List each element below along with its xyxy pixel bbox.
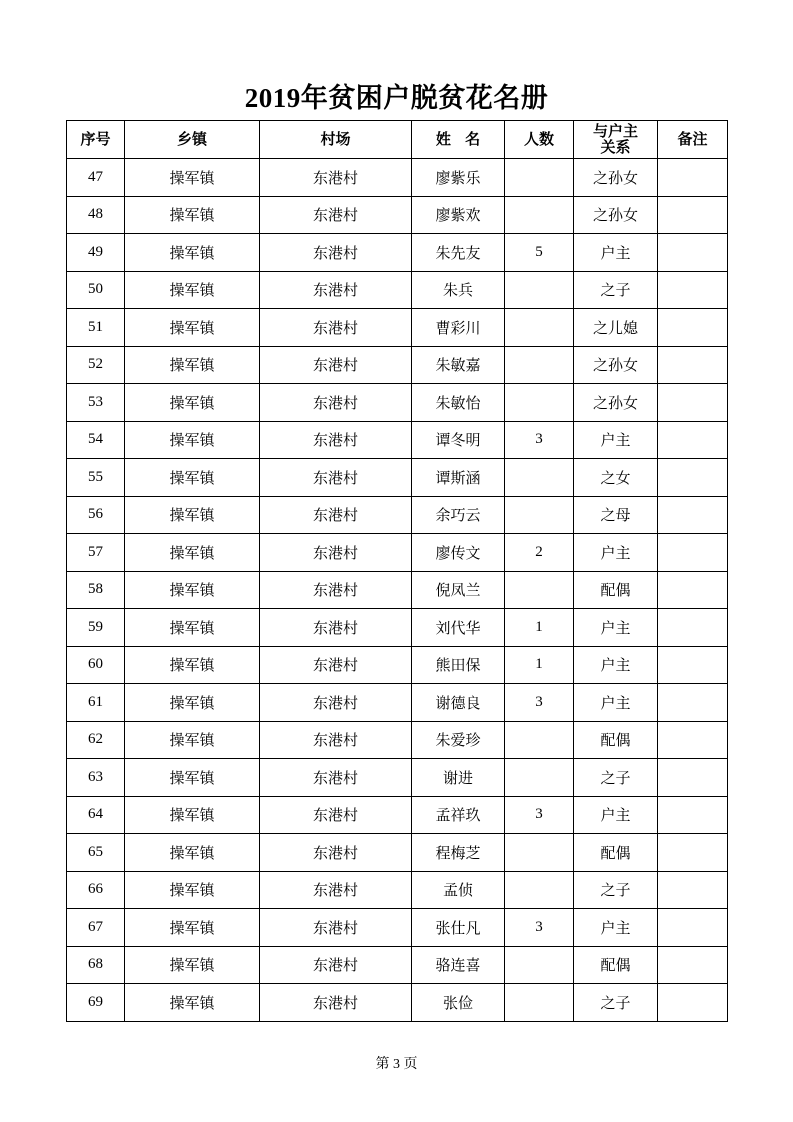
table-row (67, 646, 728, 684)
header-village: 村场 (260, 121, 412, 159)
page-number: 第 3 页 (375, 1057, 418, 1072)
cell-village: 东港村 (260, 159, 412, 197)
cell-count: 3 (505, 421, 574, 459)
cell-remark (658, 159, 728, 197)
cell-name: 孟侦 (412, 871, 505, 909)
cell-remark (658, 571, 728, 609)
cell-count (505, 834, 574, 872)
cell-count (505, 496, 574, 534)
table-row (67, 309, 728, 347)
cell-village: 东港村 (260, 646, 412, 684)
cell-name: 刘代华 (412, 609, 505, 647)
cell-village: 东港村 (260, 496, 412, 534)
cell-remark (658, 609, 728, 647)
cell-relation: 户主 (574, 421, 658, 459)
cell-town: 操军镇 (125, 759, 260, 797)
cell-remark (658, 684, 728, 722)
header-relation-line2: 关系 (600, 138, 631, 156)
cell-seq: 48 (67, 196, 125, 234)
cell-count (505, 871, 574, 909)
cell-seq: 58 (67, 571, 125, 609)
cell-relation: 之母 (574, 496, 658, 534)
cell-count (505, 159, 574, 197)
cell-town: 操军镇 (125, 984, 260, 1022)
cell-seq: 47 (67, 159, 125, 197)
cell-town: 操军镇 (125, 534, 260, 572)
cell-remark (658, 946, 728, 984)
cell-relation: 之子 (574, 271, 658, 309)
cell-relation: 户主 (574, 684, 658, 722)
cell-name: 熊田保 (412, 646, 505, 684)
cell-remark (658, 234, 728, 272)
cell-village: 东港村 (260, 309, 412, 347)
table-row (67, 346, 728, 384)
cell-seq: 49 (67, 234, 125, 272)
cell-seq: 68 (67, 946, 125, 984)
cell-seq: 63 (67, 759, 125, 797)
header-town: 乡镇 (125, 121, 260, 159)
table-row (67, 534, 728, 572)
cell-count: 3 (505, 796, 574, 834)
table-row (67, 909, 728, 947)
table-row (67, 834, 728, 872)
cell-remark (658, 421, 728, 459)
cell-village: 东港村 (260, 684, 412, 722)
header-relation-line1: 与户主 (592, 122, 638, 140)
cell-relation: 户主 (574, 909, 658, 947)
cell-count (505, 946, 574, 984)
cell-name: 谭冬明 (412, 421, 505, 459)
cell-name: 廖紫乐 (412, 159, 505, 197)
table-row (67, 459, 728, 497)
cell-remark (658, 346, 728, 384)
cell-village: 东港村 (260, 234, 412, 272)
cell-village: 东港村 (260, 384, 412, 422)
cell-relation: 之子 (574, 984, 658, 1022)
cell-relation: 户主 (574, 609, 658, 647)
header-relation (574, 121, 658, 159)
cell-village: 东港村 (260, 421, 412, 459)
cell-relation: 户主 (574, 534, 658, 572)
header-name (412, 121, 505, 159)
cell-count (505, 309, 574, 347)
table-row (67, 759, 728, 797)
cell-town: 操军镇 (125, 571, 260, 609)
cell-relation: 之子 (574, 759, 658, 797)
cell-relation: 之孙女 (574, 159, 658, 197)
cell-town: 操军镇 (125, 271, 260, 309)
cell-relation: 之孙女 (574, 384, 658, 422)
cell-seq: 52 (67, 346, 125, 384)
cell-remark (658, 909, 728, 947)
cell-relation: 户主 (574, 796, 658, 834)
cell-relation: 户主 (574, 646, 658, 684)
cell-seq: 54 (67, 421, 125, 459)
cell-town: 操军镇 (125, 421, 260, 459)
cell-village: 东港村 (260, 759, 412, 797)
cell-village: 东港村 (260, 984, 412, 1022)
cell-relation: 之儿媳 (574, 309, 658, 347)
cell-relation: 配偶 (574, 721, 658, 759)
cell-seq: 50 (67, 271, 125, 309)
cell-remark (658, 721, 728, 759)
cell-relation: 之孙女 (574, 196, 658, 234)
header-remark: 备注 (658, 121, 728, 159)
cell-count: 2 (505, 534, 574, 572)
cell-seq: 56 (67, 496, 125, 534)
cell-seq: 62 (67, 721, 125, 759)
cell-remark (658, 534, 728, 572)
table-row (67, 159, 728, 197)
cell-village: 东港村 (260, 571, 412, 609)
cell-count (505, 759, 574, 797)
cell-town: 操军镇 (125, 646, 260, 684)
cell-seq: 53 (67, 384, 125, 422)
cell-village: 东港村 (260, 196, 412, 234)
cell-remark (658, 496, 728, 534)
cell-remark (658, 984, 728, 1022)
cell-count (505, 271, 574, 309)
table-row (67, 946, 728, 984)
cell-seq: 55 (67, 459, 125, 497)
cell-remark (658, 834, 728, 872)
table-row (67, 871, 728, 909)
cell-name: 廖传文 (412, 534, 505, 572)
cell-name: 倪凤兰 (412, 571, 505, 609)
cell-name: 朱先友 (412, 234, 505, 272)
cell-village: 东港村 (260, 796, 412, 834)
header-count: 人数 (505, 121, 574, 159)
cell-town: 操军镇 (125, 309, 260, 347)
cell-relation: 配偶 (574, 571, 658, 609)
header-name-label: 姓 名 (435, 130, 481, 148)
cell-relation: 户主 (574, 234, 658, 272)
header-row (67, 121, 728, 159)
document-title: 2019年贫困户脱贫花名册 (244, 83, 549, 113)
cell-seq: 60 (67, 646, 125, 684)
cell-village: 东港村 (260, 271, 412, 309)
cell-remark (658, 459, 728, 497)
table-row (67, 684, 728, 722)
cell-town: 操军镇 (125, 384, 260, 422)
table-row (67, 571, 728, 609)
header-seq: 序号 (67, 121, 125, 159)
cell-remark (658, 196, 728, 234)
cell-village: 东港村 (260, 721, 412, 759)
cell-town: 操军镇 (125, 909, 260, 947)
cell-town: 操军镇 (125, 496, 260, 534)
cell-village: 东港村 (260, 609, 412, 647)
cell-village: 东港村 (260, 534, 412, 572)
cell-town: 操军镇 (125, 684, 260, 722)
cell-remark (658, 871, 728, 909)
cell-town: 操军镇 (125, 196, 260, 234)
table-row (67, 609, 728, 647)
cell-name: 张仕凡 (412, 909, 505, 947)
cell-name: 朱敏怡 (412, 384, 505, 422)
cell-town: 操军镇 (125, 871, 260, 909)
cell-name: 谢德良 (412, 684, 505, 722)
cell-town: 操军镇 (125, 609, 260, 647)
cell-relation: 之子 (574, 871, 658, 909)
cell-count (505, 384, 574, 422)
table-body (67, 159, 728, 1022)
cell-remark (658, 384, 728, 422)
cell-village: 东港村 (260, 834, 412, 872)
table-header (67, 121, 728, 159)
cell-relation: 之女 (574, 459, 658, 497)
cell-name: 廖紫欢 (412, 196, 505, 234)
cell-count (505, 459, 574, 497)
cell-remark (658, 796, 728, 834)
cell-town: 操军镇 (125, 834, 260, 872)
table-row (67, 984, 728, 1022)
cell-remark (658, 271, 728, 309)
table-row (67, 796, 728, 834)
cell-name: 曹彩川 (412, 309, 505, 347)
cell-count: 3 (505, 684, 574, 722)
cell-village: 东港村 (260, 909, 412, 947)
cell-town: 操军镇 (125, 234, 260, 272)
cell-town: 操军镇 (125, 346, 260, 384)
cell-name: 程梅芝 (412, 834, 505, 872)
cell-count (505, 571, 574, 609)
table-row (67, 721, 728, 759)
roster-table (66, 120, 728, 1022)
cell-name: 朱敏嘉 (412, 346, 505, 384)
table-row (67, 271, 728, 309)
cell-name: 余巧云 (412, 496, 505, 534)
cell-remark (658, 309, 728, 347)
cell-name: 谭斯涵 (412, 459, 505, 497)
cell-count: 1 (505, 646, 574, 684)
cell-town: 操军镇 (125, 796, 260, 834)
table-row (67, 384, 728, 422)
cell-relation: 之孙女 (574, 346, 658, 384)
cell-village: 东港村 (260, 946, 412, 984)
cell-remark (658, 759, 728, 797)
cell-seq: 66 (67, 871, 125, 909)
cell-seq: 67 (67, 909, 125, 947)
cell-town: 操军镇 (125, 946, 260, 984)
cell-count (505, 721, 574, 759)
cell-seq: 65 (67, 834, 125, 872)
cell-name: 朱爱珍 (412, 721, 505, 759)
table-row (67, 196, 728, 234)
cell-name: 朱兵 (412, 271, 505, 309)
table-row (67, 421, 728, 459)
cell-name: 孟祥玖 (412, 796, 505, 834)
cell-village: 东港村 (260, 346, 412, 384)
cell-village: 东港村 (260, 871, 412, 909)
cell-seq: 69 (67, 984, 125, 1022)
cell-seq: 59 (67, 609, 125, 647)
cell-count: 5 (505, 234, 574, 272)
cell-town: 操军镇 (125, 459, 260, 497)
cell-name: 谢进 (412, 759, 505, 797)
cell-count: 1 (505, 609, 574, 647)
cell-count (505, 984, 574, 1022)
cell-relation: 配偶 (574, 834, 658, 872)
cell-town: 操军镇 (125, 721, 260, 759)
cell-count (505, 346, 574, 384)
cell-seq: 61 (67, 684, 125, 722)
cell-seq: 64 (67, 796, 125, 834)
cell-relation: 配偶 (574, 946, 658, 984)
table-row (67, 234, 728, 272)
cell-seq: 51 (67, 309, 125, 347)
cell-name: 骆连喜 (412, 946, 505, 984)
cell-count: 3 (505, 909, 574, 947)
cell-name: 张俭 (412, 984, 505, 1022)
cell-town: 操军镇 (125, 159, 260, 197)
table-row (67, 496, 728, 534)
cell-remark (658, 646, 728, 684)
cell-village: 东港村 (260, 459, 412, 497)
cell-count (505, 196, 574, 234)
cell-seq: 57 (67, 534, 125, 572)
